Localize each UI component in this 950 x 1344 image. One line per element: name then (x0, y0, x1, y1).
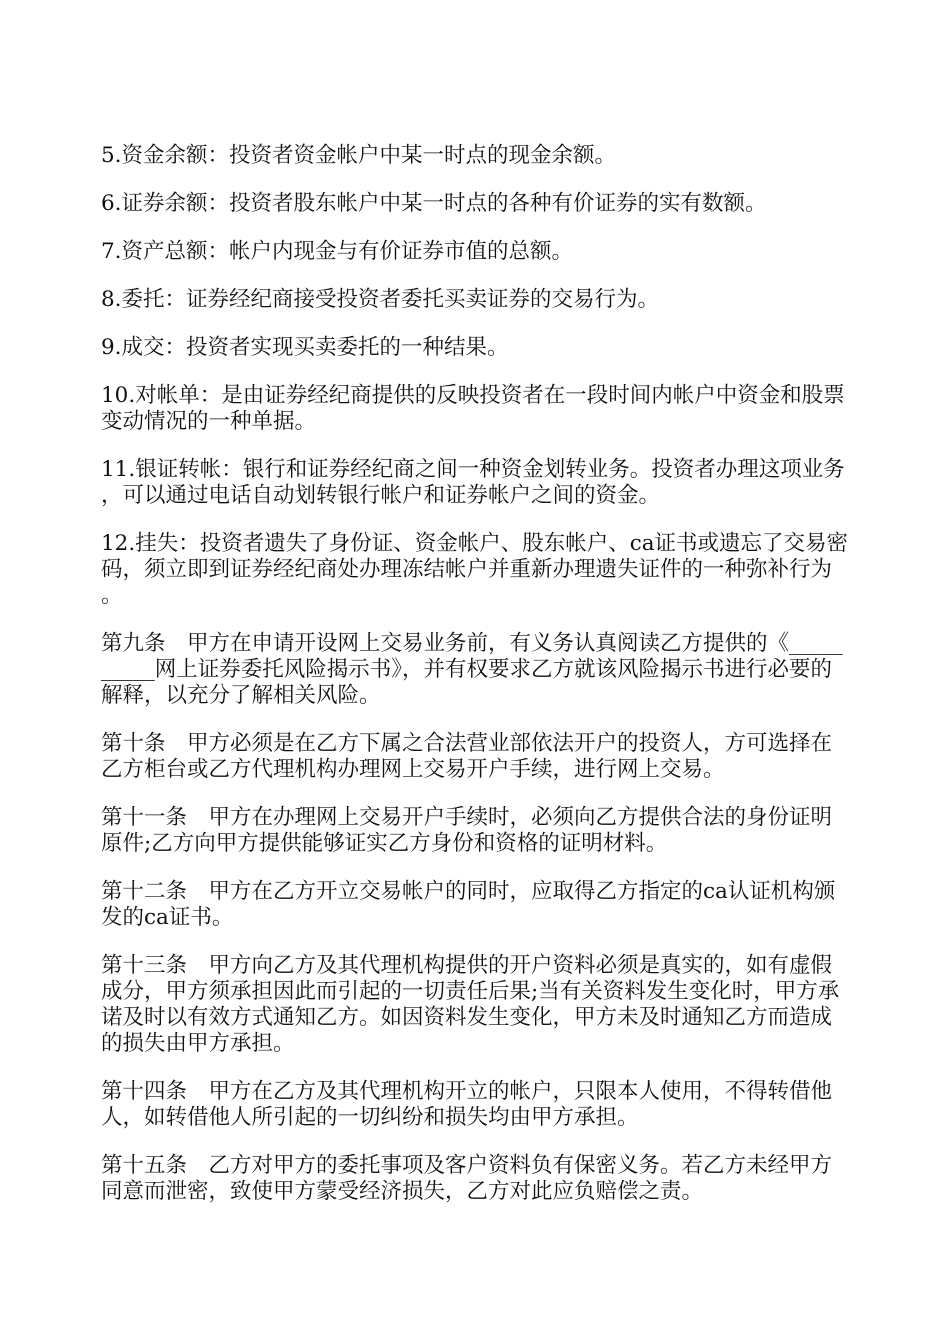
definition-loss-report: 12.挂失：投资者遗失了身份证、资金帐户、股东帐户、ca证书或遗忘了交易密码，须立即到证券经纪商处办理冻结帐户并重新办理遗失证件的一种弥补行为。 (101, 531, 849, 608)
definition-transaction: 9.成交：投资者实现买卖委托的一种结果。 (101, 335, 509, 360)
article-12: 第十二条 甲方在乙方开立交易帐户的同时，应取得乙方指定的ca认证机构颁发的ca证书。 (101, 879, 836, 930)
document-body (101, 143, 853, 1227)
definition-securities-balance: 6.证券余额：投资者股东帐户中某一时点的各种有价证券的实有数额。 (101, 191, 767, 216)
article-15: 第十五条 乙方对甲方的委托事项及客户资料负有保密义务。若乙方未经甲方同意而泄密，致使甲方蒙受经济损失，乙方对此应负赔偿之责。 (101, 1153, 833, 1204)
definition-statement: 10.对帐单：是由证券经纪商提供的反映投资者在一段时间内帐户中资金和股票变动情况的一种单据。 (101, 383, 845, 434)
definition-total-assets: 7.资产总额：帐户内现金与有价证券市值的总额。 (101, 239, 574, 264)
article-9: 第九条 甲方在申请开设网上交易业务前，有义务认真阅读乙方提供的《__________网上证券委托风险揭示书》，并有权要求乙方就该风险揭示书进行必要的解释，以充分了解相关风险。 (101, 631, 843, 708)
article-13: 第十三条 甲方向乙方及其代理机构提供的开户资料必须是真实的，如有虚假成分，甲方须承担因此而引起的一切责任后果;当有关资料发生变化时，甲方承诺及时以有效方式通知乙方。如因资料发生变化，甲方未及时通知乙方而造成的损失由甲方承担。 (101, 953, 840, 1056)
article-14: 第十四条 甲方在乙方及其代理机构开立的帐户，只限本人使用，不得转借他人，如转借他人所引起的一切纠纷和损失均由甲方承担。 (101, 1079, 833, 1130)
article-11: 第十一条 甲方在办理网上交易开户手续时，必须向乙方提供合法的身份证明原件;乙方向甲方提供能够证实乙方身份和资格的证明材料。 (101, 805, 833, 856)
definition-cash-balance: 5.资金余额：投资者资金帐户中某一时点的现金余额。 (101, 143, 617, 168)
article-10: 第十条 甲方必须是在乙方下属之合法营业部依法开户的投资人，方可选择在乙方柜台或乙方代理机构办理网上交易开户手续，进行网上交易。 (101, 731, 833, 782)
definition-bank-securities-transfer: 11.银证转帐：银行和证券经纪商之间一种资金划转业务。投资者办理这项业务，可以通过电话自动划转银行帐户和证券帐户之间的资金。 (101, 457, 845, 508)
definition-entrustment: 8.委托：证券经纪商接受投资者委托买卖证券的交易行为。 (101, 287, 660, 312)
